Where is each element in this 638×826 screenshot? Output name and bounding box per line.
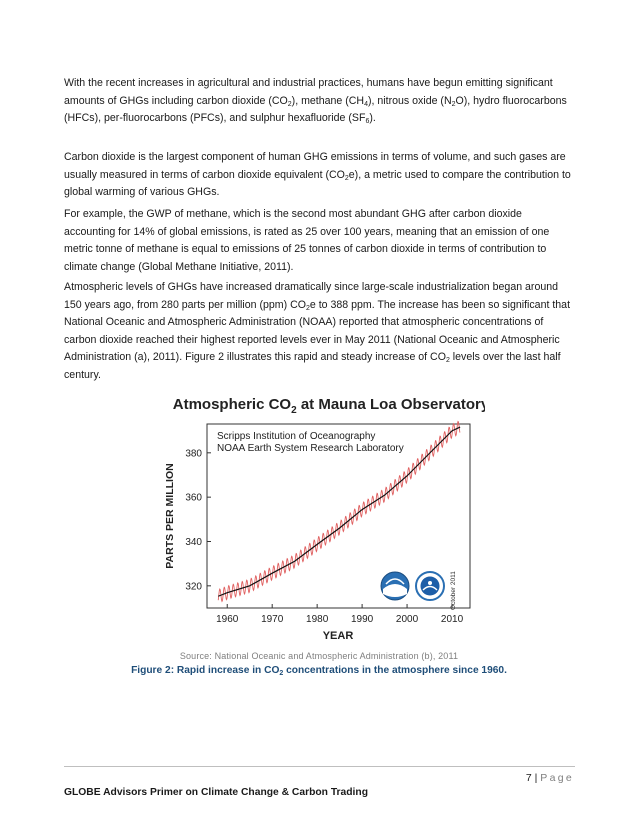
figure-caption bbox=[0, 665, 638, 676]
subscript: 2 bbox=[445, 357, 450, 365]
x-tick-label: 2000 bbox=[395, 614, 419, 625]
page-separator: | bbox=[534, 772, 538, 784]
subscript: 2 bbox=[344, 174, 349, 182]
y-axis-label: PARTS PER MILLION bbox=[164, 463, 176, 569]
chart-title: Atmospheric $CO_2$ at Mauna Loa Observatory bbox=[172, 396, 485, 416]
figure-source: Source: National Oceanic and Atmospheric Administration (b), 2011 bbox=[179, 651, 459, 661]
noaa-logo bbox=[381, 572, 409, 600]
footer-divider bbox=[64, 766, 575, 767]
y-tick-label: 340 bbox=[185, 536, 202, 548]
subscript: 6 bbox=[365, 118, 370, 126]
paragraph-ghg-emissions bbox=[64, 75, 576, 128]
subscript: 4 bbox=[364, 100, 368, 108]
y-tick-label: 380 bbox=[185, 448, 202, 460]
x-tick-label: 1960 bbox=[216, 614, 239, 625]
paragraph-co2-equivalent bbox=[64, 149, 576, 202]
x-tick-label: 2010 bbox=[440, 614, 464, 625]
text: ), methane (CH bbox=[291, 94, 365, 107]
text: Carbon dioxide is the largest component of human GHG emissions in terms of volume, and such gases are usually measured in terms of carbon dioxide equivalent (CO bbox=[64, 151, 566, 181]
page-number bbox=[526, 772, 574, 784]
footer-title: GLOBE Advisors Primer on Climate Change & Carbon Trading bbox=[64, 787, 368, 798]
subscript: 2 bbox=[306, 304, 310, 312]
x-axis-label: YEAR bbox=[322, 630, 354, 642]
chart-subtitle-line-2: NOAA Earth System Research Laboratory bbox=[217, 443, 404, 454]
x-tick-label: 1980 bbox=[306, 614, 329, 625]
y-tick-label: 360 bbox=[185, 492, 202, 504]
text: With the recent increases in agricultural and industrial practices, humans have begun emitting significant amounts of GHGs including carbon dioxide (CO bbox=[64, 77, 553, 107]
caption-subscript: 2 bbox=[279, 670, 284, 677]
x-tick-label: 1990 bbox=[350, 614, 374, 625]
paragraph-methane-gwp: For example, the GWP of methane, which is the second most abundant GHG after carbon dioxide accounting for 14% of global emissions, is rated as 25 over 100 years, meaning that an emission of one metric tonne of methane is equal to emissions of 25 tonnes of carbon dioxide in terms of contribution to climate change (Global Methane Initiative, 2011). bbox=[64, 208, 550, 273]
text: O), hydro fluorocarbons (HFCs), per-fluorocarbons (PFCs), and sulphur hexafluoride (SF bbox=[64, 94, 567, 125]
text: e to 388 ppm. The increase has been so significant that National Oceanic and Atmospheric Administration (NOAA) reported that atmospheric concentrations of carbon dioxide reached their highest reported levels ever in May 2011 (National Oceanic and Atmospheric Administration (a), 2011). Figure 2 illustrates this rapid and steady increase of CO bbox=[64, 298, 571, 364]
chart-subtitle-line-1: Scripps Institution of Oceanography bbox=[217, 431, 376, 442]
text: levels over the last half century. bbox=[64, 351, 561, 381]
co2-chart bbox=[155, 386, 485, 642]
chart-date-note: October 2011 bbox=[450, 571, 457, 610]
text: ), nitrous oxide (N bbox=[368, 94, 452, 107]
text: e), a metric used to compare the contribution to global warming of various GHGs. bbox=[64, 168, 571, 199]
paragraph-atmospheric-levels bbox=[64, 279, 576, 385]
doc-seal-logo bbox=[416, 572, 444, 600]
caption-text: concentrations in the atmosphere since 1960. bbox=[283, 665, 507, 676]
x-tick-label: 1970 bbox=[261, 614, 284, 625]
subscript: 2 bbox=[451, 100, 456, 108]
y-tick-label: 320 bbox=[185, 581, 202, 593]
page-number-value: 7 bbox=[525, 772, 532, 784]
page-word: Page bbox=[540, 772, 574, 784]
text: ). bbox=[369, 112, 376, 125]
text: Atmospheric levels of GHGs have increased dramatically since large-scale industrialization began around 150 years ago, from 280 parts per million (ppm) CO bbox=[64, 281, 559, 311]
caption-text: Figure 2: Rapid increase in CO bbox=[131, 665, 280, 676]
subscript: 2 bbox=[287, 100, 292, 108]
co2-chart-figure bbox=[155, 386, 485, 642]
